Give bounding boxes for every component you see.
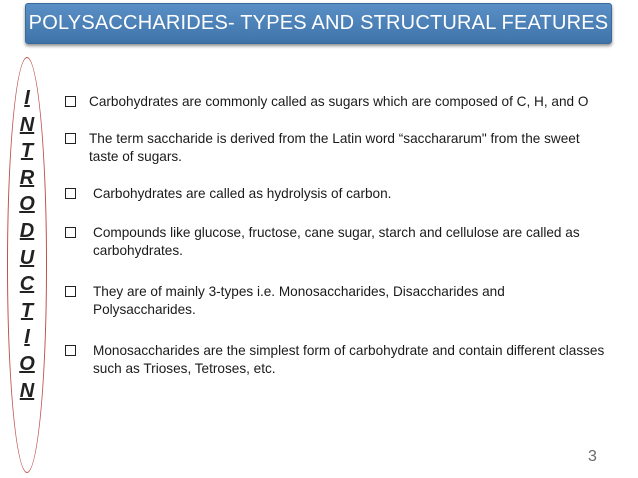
bullet-text: The term saccharide is derived from the Latin word “sacchararum" from the sweet taste of sugars. [89,131,580,164]
page-number: 3 [588,448,597,465]
title-bar [25,3,612,44]
bullet-text: Carbohydrates are called as hydrolysis of carbon. [93,186,392,201]
checkbox-bullet-icon [65,133,76,144]
bullet-text: They are of mainly 3-types i.e. Monosaccharides, Disaccharides and Polysaccharides. [93,284,505,317]
side-letter: I [24,87,30,109]
checkbox-bullet-icon [65,96,76,107]
slide-title: POLYSACCHARIDES- TYPES AND STRUCTURAL FEATURES [28,12,609,34]
side-letter: I [24,326,30,349]
checkbox-bullet-icon [65,188,76,199]
side-letter: N [19,379,35,402]
side-letter: O [19,352,35,375]
side-letter: C [19,273,35,296]
side-letter: T [20,299,34,322]
side-letter: D [19,219,35,242]
checkbox-bullet-icon [65,286,76,297]
side-letter: T [20,140,34,163]
bullet-text: Compounds like glucose, fructose, cane sugar, starch and cellulose are called as carbohydrates. [93,225,580,258]
side-letter: U [19,246,35,269]
side-letter: O [19,193,35,216]
checkbox-bullet-icon [65,227,76,238]
side-letter: N [19,113,35,136]
side-letter: R [19,166,35,189]
checkbox-bullet-icon [65,345,76,356]
bullet-text: Monosaccharides are the simplest form of carbohydrate and contain different classes such as Trioses, Tetroses, etc. [93,343,605,376]
introduction-vertical-text [16,85,38,404]
bullet-text: Carbohydrates are commonly called as sugars which are composed of C, H, and O [89,94,589,109]
